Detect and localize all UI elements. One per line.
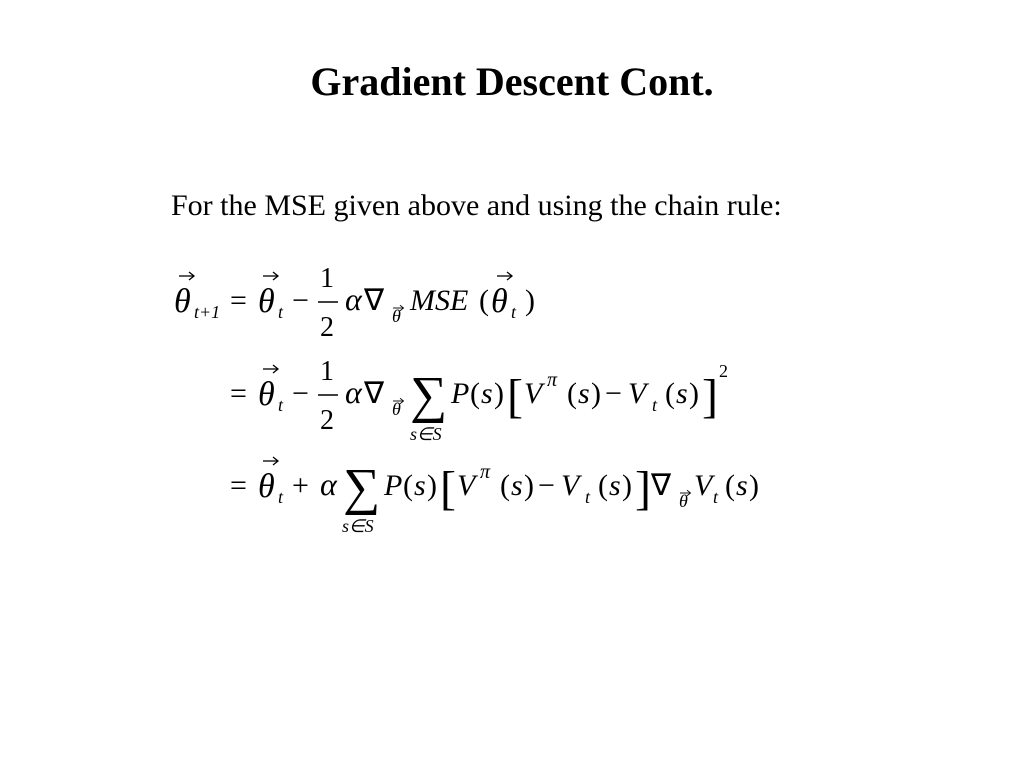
subscript-t: t <box>713 487 719 507</box>
v-symbol: V <box>694 469 713 502</box>
minus-sign: − <box>292 284 309 317</box>
alpha-symbol: α <box>345 281 362 317</box>
nabla-symbol: ∇ <box>651 469 672 502</box>
fraction-numerator: 1 <box>320 263 334 294</box>
minus-sign: − <box>538 469 555 502</box>
s-symbol: s <box>414 469 426 502</box>
subscript-t-plus-1: t+1 <box>194 302 221 322</box>
v-symbol: V <box>457 469 476 502</box>
equals-sign: = <box>230 377 247 410</box>
open-paren: ( <box>567 377 577 410</box>
equals-sign: = <box>230 469 247 502</box>
plus-sign: + <box>292 469 309 502</box>
open-paren: ( <box>665 377 675 410</box>
close-paren: ) <box>525 284 535 317</box>
slide-title: Gradient Descent Cont. <box>310 59 714 104</box>
fraction-numerator: 1 <box>320 356 334 387</box>
pi-superscript: π <box>480 461 491 483</box>
v-symbol: V <box>628 377 647 410</box>
fraction-denominator: 2 <box>320 405 334 436</box>
minus-sign: − <box>605 377 622 410</box>
theta-symbol: θ <box>258 376 275 413</box>
open-paren: ( <box>403 469 413 502</box>
summation-symbol: ∑ <box>410 367 448 424</box>
theta-symbol: θ <box>258 468 275 505</box>
v-symbol: V <box>524 377 543 410</box>
s-symbol: s <box>736 469 748 502</box>
s-symbol: s <box>676 377 688 410</box>
s-symbol: s <box>578 377 590 410</box>
nabla-subscript-theta: θ <box>392 399 401 419</box>
alpha-symbol: α <box>345 374 362 410</box>
nabla-symbol: ∇ <box>364 284 385 317</box>
nabla-subscript-theta: θ <box>679 491 688 511</box>
nabla-symbol: ∇ <box>364 377 385 410</box>
s-symbol: s <box>481 377 493 410</box>
intro-text: For the MSE given above and using the chain rule: <box>171 189 782 222</box>
close-paren: ) <box>622 469 632 502</box>
subscript-t: t <box>511 302 517 322</box>
equals-sign: = <box>230 284 247 317</box>
alpha-symbol: α <box>320 466 337 502</box>
subscript-t: t <box>585 487 591 507</box>
equation-line-1 <box>174 263 535 343</box>
open-bracket: [ <box>507 370 523 423</box>
pi-superscript: π <box>547 369 558 391</box>
summation-symbol: ∑ <box>343 459 381 516</box>
s-symbol: s <box>511 469 523 502</box>
subscript-t: t <box>278 395 284 415</box>
open-paren: ( <box>500 469 510 502</box>
close-paren: ) <box>591 377 601 410</box>
close-paren: ) <box>427 469 437 502</box>
v-symbol: V <box>561 469 580 502</box>
close-bracket: ] <box>702 370 718 423</box>
minus-sign: − <box>292 377 309 410</box>
equation-line-2 <box>230 356 728 444</box>
open-paren: ( <box>725 469 735 502</box>
squared-exponent: 2 <box>719 361 728 381</box>
subscript-t: t <box>278 302 284 322</box>
p-symbol: P <box>384 469 403 502</box>
equation-line-3 <box>230 457 759 536</box>
summation-subscript: s∈S <box>410 424 442 444</box>
theta-symbol: θ <box>174 283 191 320</box>
open-paren: ( <box>470 377 480 410</box>
close-paren: ) <box>749 469 759 502</box>
subscript-t: t <box>652 395 658 415</box>
nabla-subscript-theta: θ <box>392 306 401 326</box>
close-paren: ) <box>524 469 534 502</box>
p-symbol: P <box>451 377 470 410</box>
open-paren: ( <box>598 469 608 502</box>
theta-symbol: θ <box>491 283 508 320</box>
close-paren: ) <box>494 377 504 410</box>
close-paren: ) <box>689 377 699 410</box>
summation-subscript: s∈S <box>342 516 374 536</box>
subscript-t: t <box>278 487 284 507</box>
open-bracket: [ <box>440 462 456 515</box>
s-symbol: s <box>609 469 621 502</box>
theta-symbol: θ <box>258 283 275 320</box>
close-bracket: ] <box>635 462 651 515</box>
mse-label: MSE <box>410 284 469 317</box>
open-paren: ( <box>479 284 489 317</box>
fraction-denominator: 2 <box>320 312 334 343</box>
